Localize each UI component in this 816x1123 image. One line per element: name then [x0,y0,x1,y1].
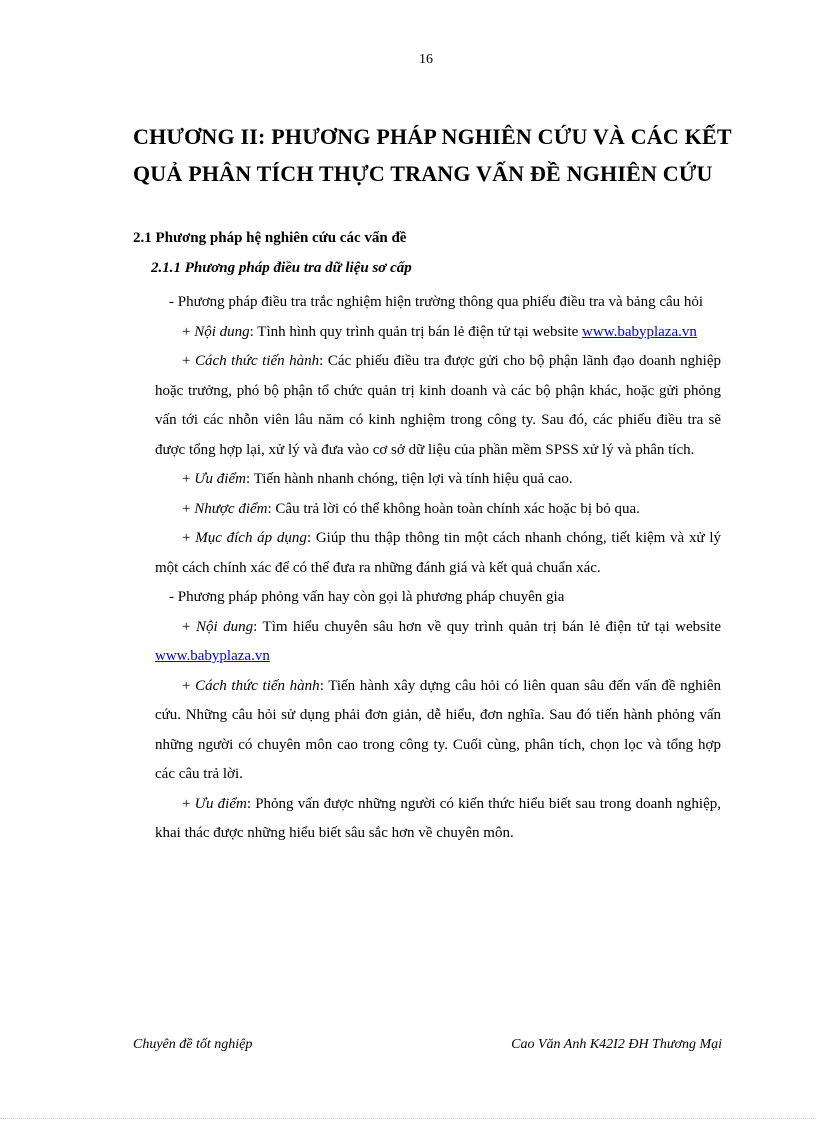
plus-sign: + [182,677,196,694]
procedure-text: : Các phiếu điều tra được gửi cho bộ phận lãnh đạo doanh nghiệp hoặc trưởng, phó bộ phận tổ chức quản trị kinh doanh và các bộ phận khác, hoặc gửi phỏng vấn tới các nhỗn viên lâu năm có kinh nghiệm trong công ty. Sau đó, các phiếu điều tra sẽ được tổng hợp lại, xử lý và đưa vào cơ sở dữ liệu của phần mềm SPSS xử lý và phân tích. [155,353,721,458]
method2-advantage [155,790,721,849]
advantage-term: Ưu điểm [194,471,246,487]
plus-sign: + [182,530,196,546]
plus-sign: + [182,500,195,517]
advantage-text: : Tiến hành nhanh chóng, tiện lợi và tính hiệu quả cao. [245,471,573,487]
advantage-text: : Phỏng vấn được những người có kiến thức hiểu biết sau trong doanh nghiệp, khai thác được những hiểu biết sâu sắc hơn về chuyên môn. [155,795,721,841]
body-text [155,288,721,849]
plus-sign: + [182,618,196,635]
content-text: : Tình hình quy trình quản trị bán lẻ điện tử tại website [249,323,583,340]
footer-divider [0,1118,816,1119]
procedure-term: Cách thức tiến hành [194,353,320,369]
website-link[interactable]: www.babyplaza.vn [155,648,270,664]
purpose-term: Mục đích áp dụng [195,530,307,546]
plus-sign: + [182,795,195,812]
subsection-heading: 2.1.1 Phương pháp điều tra dữ liệu sơ cấp [151,260,412,276]
footer-left: Chuyên đề tốt nghiệp [133,1037,253,1052]
method1-heading: - Phương pháp điều tra trắc nghiệm hiện trường thông qua phiếu điều tra và bảng câu hỏi [169,294,704,310]
disadvantage-text: : Câu trả lời có thể không hoàn toàn chính xác hoặc bị bỏ qua. [267,500,640,517]
content-term: Nội dung [195,618,254,635]
footer-right: Cao Văn Anh K42I2 ĐH Thương Mại [511,1037,722,1052]
method2-content [155,613,721,672]
plus-sign: + [182,471,195,487]
plus-sign: + [182,323,195,340]
method2-heading: - Phương pháp phỏng vấn hay còn gọi là phương pháp chuyên gia [169,589,565,605]
content-text: : Tìm hiểu chuyên sâu hơn về quy trình quản trị bán lẻ điện tử tại website [253,618,721,635]
page-number: 16 [419,52,433,67]
advantage-term: Ưu điểm [194,795,247,812]
method2-procedure [155,672,721,790]
method1-purpose [155,524,721,583]
content-term: Nội dung [194,323,250,340]
procedure-text: : Tiến hành xây dựng câu hỏi có liên quan sâu đến vấn đề nghiên cứu. Những câu hỏi sử dụng phải đơn giản, dễ hiểu, đơn nghĩa. Sau đó tiến hành phỏng vấn những người có chuyên môn cao trong công ty. Cuối cùng, phân tích, chọn lọc và tổng hợp các câu trả lời. [155,677,721,782]
method1-disadvantage [155,495,721,525]
procedure-term: Cách thức tiến hành [195,677,320,694]
chapter-title: CHƯƠNG II: PHƯƠNG PHÁP NGHIÊN CỨU VÀ CÁC KẾT QUẢ PHÂN TÍCH THỰC TRANG VẤN ĐỀ NGHIÊN CỨU [133,124,732,186]
disadvantage-term: Nhược điểm [194,500,268,517]
method1-advantage [155,465,721,495]
method1-procedure [155,347,721,465]
section-heading: 2.1 Phương pháp hệ nghiên cứu các vấn đề [133,230,407,246]
method1-content [155,318,721,348]
website-link[interactable]: www.babyplaza.vn [582,323,697,340]
purpose-text: : Giúp thu thập thông tin một cách nhanh chóng, tiết kiệm và xử lý một cách chính xác để có thể đưa ra những đánh giá và kết quả chuẩn xác. [155,530,721,576]
plus-sign: + [182,353,195,369]
